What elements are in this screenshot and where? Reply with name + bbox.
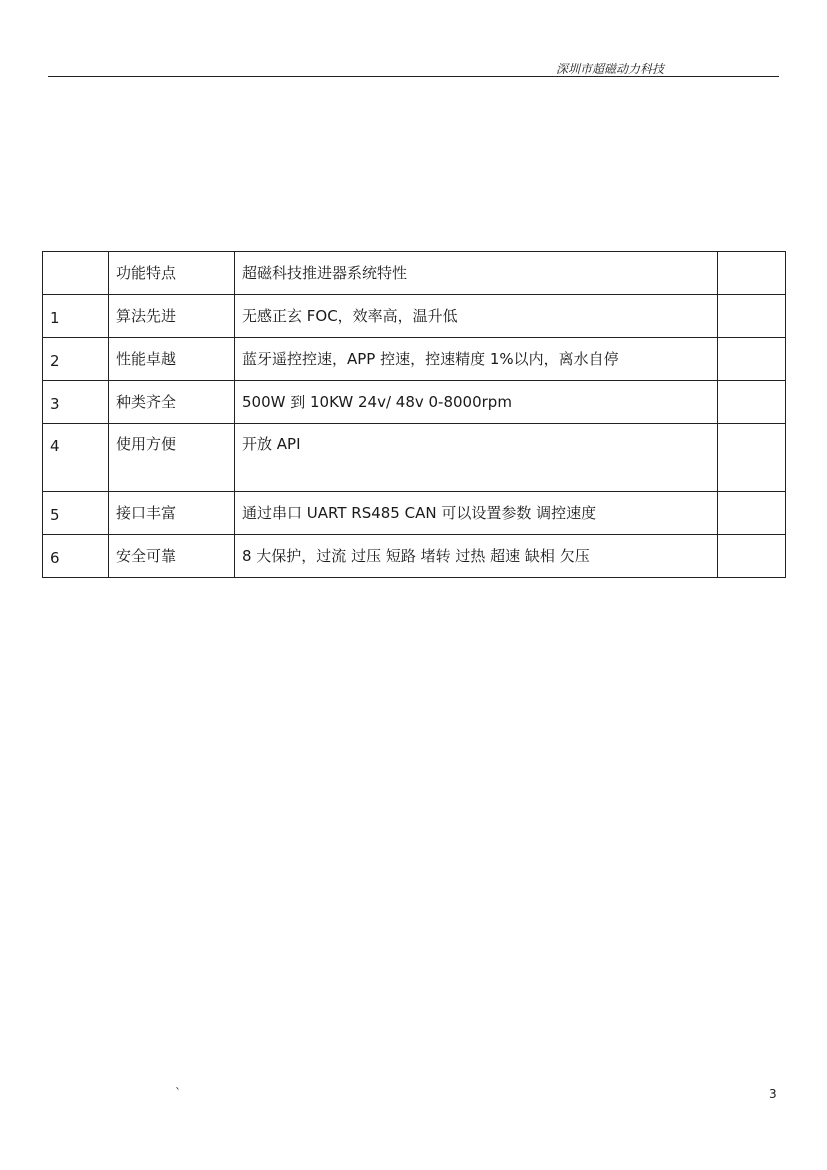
row-extra-cell xyxy=(718,492,786,535)
row-num: 4 xyxy=(50,437,60,455)
footer-mark: ` xyxy=(175,1086,181,1100)
header-title-cell: 超磁科技推进器系统特性 xyxy=(235,252,718,295)
row-detail-cell: 开放 API xyxy=(235,424,718,492)
row-num-cell xyxy=(43,492,109,535)
row-num-cell xyxy=(43,338,109,381)
row-extra-cell xyxy=(718,295,786,338)
header-num-cell xyxy=(43,252,109,295)
row-num: 2 xyxy=(50,352,60,370)
row-num-cell xyxy=(43,535,109,578)
row-num: 3 xyxy=(50,395,60,413)
page-number: 3 xyxy=(769,1087,777,1101)
row-num-cell xyxy=(43,424,109,492)
row-extra-cell xyxy=(718,381,786,424)
row-num: 1 xyxy=(50,309,60,327)
row-detail-cell: 8 大保护，过流 过压 短路 堵转 过热 超速 缺相 欠压 xyxy=(235,535,718,578)
row-extra-cell xyxy=(718,424,786,492)
feature-table xyxy=(42,251,786,578)
row-feature-cell: 接口丰富 xyxy=(109,492,235,535)
table-row xyxy=(43,492,786,535)
table-row xyxy=(43,535,786,578)
row-num: 6 xyxy=(50,549,60,567)
row-num: 5 xyxy=(50,506,60,524)
header-feature-cell: 功能特点 xyxy=(109,252,235,295)
row-detail-cell: 500W 到 10KW 24v/ 48v 0-8000rpm xyxy=(235,381,718,424)
table-row xyxy=(43,424,786,492)
header-company-name: 深圳市超磁动力科技 xyxy=(556,62,665,76)
row-feature-cell: 使用方便 xyxy=(109,424,235,492)
row-num-cell xyxy=(43,295,109,338)
header-divider xyxy=(48,76,779,77)
table-row xyxy=(43,338,786,381)
row-detail-cell: 通过串口 UART RS485 CAN 可以设置参数 调控速度 xyxy=(235,492,718,535)
table-row xyxy=(43,295,786,338)
row-feature-cell: 算法先进 xyxy=(109,295,235,338)
row-detail-cell: 蓝牙遥控控速，APP 控速，控速精度 1%以内，离水自停 xyxy=(235,338,718,381)
header-extra-cell xyxy=(718,252,786,295)
table-header-row xyxy=(43,252,786,295)
row-extra-cell xyxy=(718,338,786,381)
row-num-cell xyxy=(43,381,109,424)
row-feature-cell: 安全可靠 xyxy=(109,535,235,578)
row-detail-cell: 无感正玄 FOC，效率高，温升低 xyxy=(235,295,718,338)
table-row xyxy=(43,381,786,424)
row-extra-cell xyxy=(718,535,786,578)
row-feature-cell: 性能卓越 xyxy=(109,338,235,381)
row-feature-cell: 种类齐全 xyxy=(109,381,235,424)
